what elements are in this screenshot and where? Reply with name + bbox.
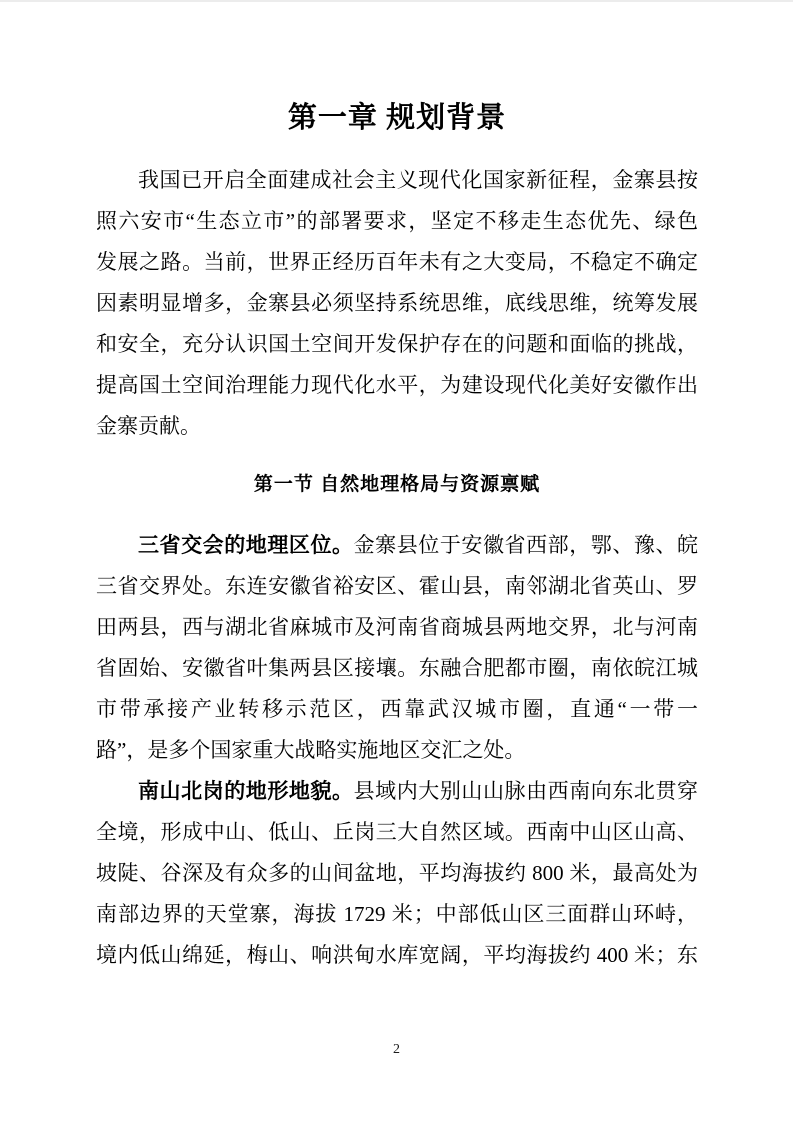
text-line: 照六安市“生态立市”的部署要求，坚定不移走生态优先、绿色 — [96, 209, 698, 233]
text-line: 南山北岗的地形地貌。县域内大别山山脉由西南向东北贯穿 — [138, 779, 699, 803]
text-line: 我国已开启全面建成社会主义现代化国家新征程，金寨县按 — [138, 168, 698, 192]
text-line: 因素明显增多，金寨县必须坚持系统思维，底线思维，统筹发展 — [96, 291, 698, 315]
text-line: 市带承接产业转移示范区，西靠武汉城市圈，直通“一带一 — [96, 697, 698, 721]
text-line: 发展之路。当前，世界正经历百年未有之大变局，不稳定不确定 — [96, 250, 698, 274]
paragraph-terrain — [96, 771, 698, 976]
text-line: 省固始、安徽省叶集两县区接壤。东融合肥都市圈，南依皖江城 — [96, 656, 698, 680]
section-heading: 第一节 自然地理格局与资源禀赋 — [253, 474, 541, 495]
text-line: 和安全，充分认识国土空间开发保护存在的问题和面临的挑战， — [96, 332, 698, 356]
paragraph-intro — [96, 160, 698, 447]
text-line: 境内低山绵延，梅山、响洪甸水库宽阔，平均海拔约 400 米；东 — [96, 943, 698, 967]
text-line: 坡陡、谷深及有众多的山间盆地，平均海拔约 800 米，最高处为 — [96, 861, 698, 885]
page-number: 2 — [393, 1042, 400, 1057]
text-line: 金寨贡献。 — [96, 414, 201, 438]
text-line: 路”，是多个国家重大战略实施地区交汇之处。 — [96, 738, 526, 762]
paragraph-geographic-location — [96, 525, 698, 771]
text-line: 三省交界处。东连安徽省裕安区、霍山县，南邻湖北省英山、罗 — [96, 574, 698, 598]
chapter-title: 第一章 规划背景 — [287, 102, 507, 134]
paragraph-lead: 三省交会的地理区位。 — [138, 533, 354, 557]
text-line: 全境，形成中山、低山、丘岗三大自然区域。西南中山区山高、 — [96, 820, 698, 844]
text-line: 田两县，西与湖北省麻城市及河南省商城县两地交界，北与河南 — [96, 615, 698, 639]
text-line: 三省交会的地理区位。金寨县位于安徽省西部，鄂、豫、皖 — [138, 533, 699, 557]
paragraph-lead: 南山北岗的地形地貌。 — [138, 779, 354, 803]
text-line: 提高国土空间治理能力现代化水平，为建设现代化美好安徽作出 — [96, 373, 698, 397]
text-line: 南部边界的天堂寨，海拔 1729 米；中部低山区三面群山环峙， — [96, 902, 698, 926]
